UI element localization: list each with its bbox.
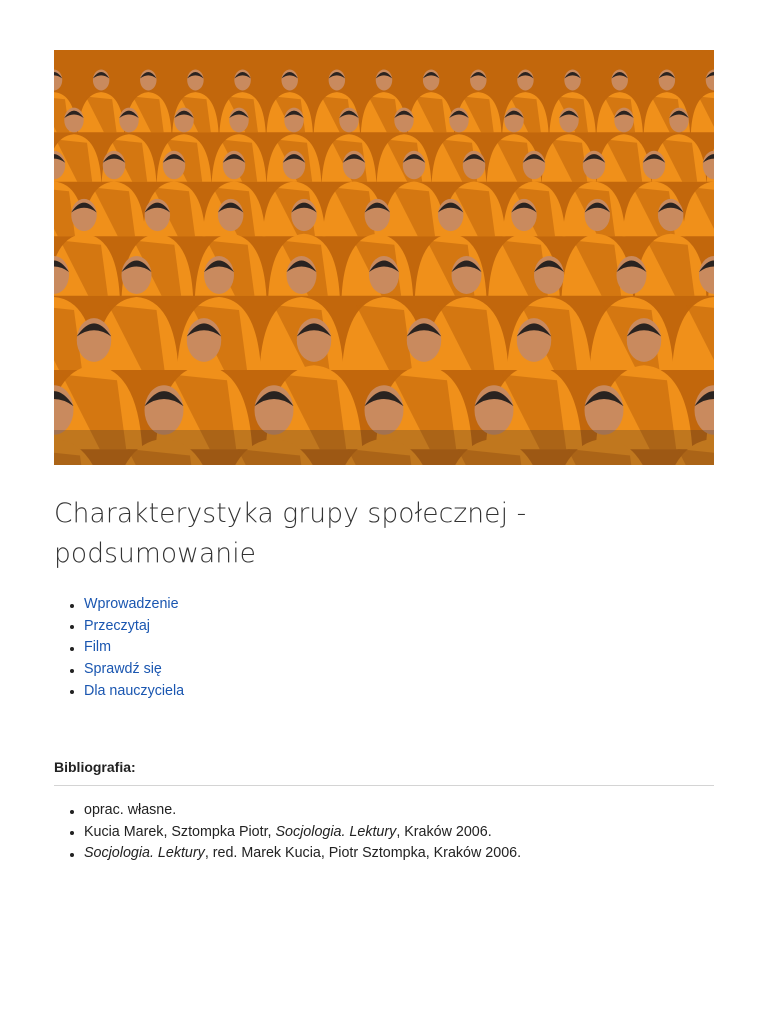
bibliography-editors: , red. Marek Kucia, Piotr Sztompka, Kraków 2006. xyxy=(204,845,522,862)
nav-item-film xyxy=(66,637,184,659)
bibliography-book-title: Socjologia. Lektury xyxy=(84,845,205,862)
nav-item-dla-nauczyciela xyxy=(66,681,184,703)
nav-item-sprawdz-sie xyxy=(66,659,184,681)
bibliography-authors: Kucia Marek, Sztompka Piotr, xyxy=(84,823,276,840)
page-title: Charakterystyka grupy społecznej - podsumowanie xyxy=(54,498,527,569)
bibliography-publication: , Kraków 2006. xyxy=(396,823,492,840)
nav-link-wprowadzenie[interactable]: Wprowadzenie xyxy=(84,596,179,612)
bibliography-item xyxy=(66,800,521,822)
nav-link-sprawdz-sie[interactable]: Sprawdź się xyxy=(84,661,162,678)
nav-item-wprowadzenie xyxy=(66,594,184,616)
nav-link-dla-nauczyciela[interactable]: Dla nauczyciela xyxy=(84,682,185,699)
nav-link-film[interactable]: Film xyxy=(84,639,111,656)
hero-image xyxy=(54,50,714,465)
photo-monks-meditating-icon xyxy=(54,50,714,465)
bibliography-item xyxy=(66,843,521,865)
bibliography-list xyxy=(66,800,521,865)
bibliography-book-title: Socjologia. Lektury xyxy=(275,823,397,840)
divider xyxy=(54,785,714,786)
bibliography-text: oprac. własne. xyxy=(84,802,177,818)
bibliography-heading: Bibliografia: xyxy=(54,759,136,775)
nav-item-przeczytaj xyxy=(66,616,184,638)
nav-link-przeczytaj[interactable]: Przeczytaj xyxy=(84,617,150,634)
bibliography-item xyxy=(66,822,521,844)
section-nav xyxy=(66,594,184,702)
